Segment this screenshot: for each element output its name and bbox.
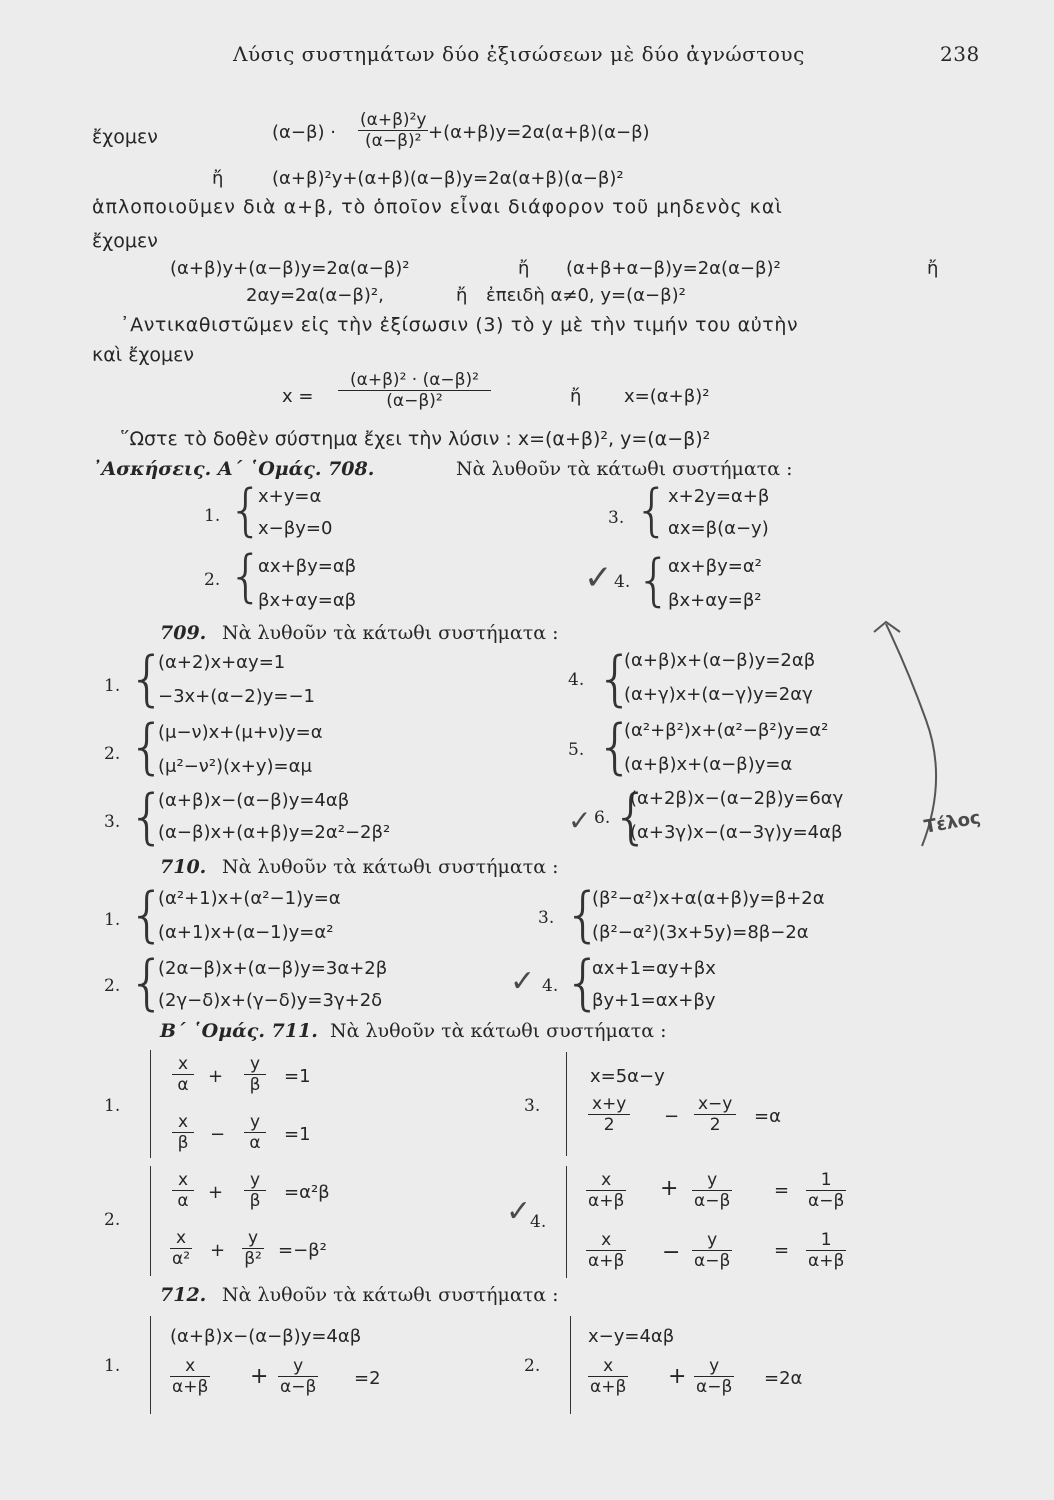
fraction (586, 1170, 626, 1211)
equation: (2α−β)x+(α−β)y=3α+2β (158, 958, 388, 979)
frac-denominator: α (177, 1191, 189, 1211)
frac-denominator: β² (244, 1249, 262, 1269)
eq-fraction (358, 110, 428, 151)
equation: (α+2β)x−(α−2β)y=6αγ (630, 788, 844, 809)
equation: =α²β (284, 1182, 330, 1203)
exercise-heading-label: 710. (160, 856, 207, 878)
operator: = (774, 1180, 790, 1201)
frac-numerator: x (586, 1170, 626, 1191)
or-word: ἤ (927, 258, 939, 279)
frac-denominator: β (249, 1191, 261, 1211)
equation: 2αy=2α(α−β)², (246, 285, 384, 306)
equation: x+y=α (258, 486, 322, 507)
or-word: ἤ (212, 168, 224, 189)
text-line: ἁπλοποιοῦμεν διὰ α+β, τὸ ὁποῖον εἶναι διάφορον τοῦ μηδενὸς καὶ (92, 196, 783, 218)
brace: { (636, 548, 672, 613)
frac-numerator: x−y (694, 1094, 736, 1115)
check-mark: ✓ (584, 558, 613, 598)
frac-numerator: 1 (806, 1170, 846, 1191)
item-number: 6. (594, 808, 611, 828)
equation: (α+γ)x+(α−γ)y=2αγ (624, 684, 813, 705)
frac-denominator: α−β (280, 1377, 317, 1397)
item-number: 3. (608, 508, 625, 528)
brace: { (128, 644, 167, 714)
item-number: 2. (104, 1210, 121, 1230)
equation: (α+2)x+αy=1 (158, 652, 286, 673)
conclusion: ῞Ωστε τὸ δοθὲν σύστημα ἔχει τὴν λύσιν : x=(α+β)², y=(α−β)² (120, 428, 711, 450)
frac-denominator: 2 (603, 1115, 615, 1135)
exercise-heading-label: 712. (160, 1284, 207, 1306)
frac-numerator: y (244, 1170, 266, 1191)
brace: { (596, 712, 635, 782)
item-number: 3. (538, 908, 555, 928)
brace: { (228, 544, 264, 609)
page-number: 238 (940, 42, 980, 66)
exercise-heading-text: Νὰ λυθοῦν τὰ κάτωθι συστήματα : (222, 856, 559, 878)
equation: βy+1=αx+βy (592, 990, 716, 1011)
equation: (α+β)y+(α−β)y=2α(α−β)² (170, 258, 410, 279)
item-number: 5. (568, 740, 585, 760)
frac-denominator: α−β (808, 1191, 845, 1211)
fraction (586, 1230, 626, 1271)
equation: (α+β+α−β)y=2α(α−β)² (566, 258, 781, 279)
equation: x=(α+β)² (624, 386, 710, 407)
text-line: καὶ ἔχομεν (92, 344, 195, 366)
equation: =1 (284, 1124, 311, 1145)
fraction (278, 1356, 318, 1397)
or-word: ἤ (518, 258, 530, 279)
check-mark: ✓ (510, 964, 536, 999)
system-bar (150, 1316, 151, 1414)
brace: { (564, 948, 603, 1018)
system-bar (150, 1050, 151, 1158)
exercise-heading-label: ᾿Ασκήσεις. Α΄ ῾Ομάς. 708. (92, 458, 375, 480)
frac-numerator: x (172, 1112, 194, 1133)
frac-numerator: y (694, 1356, 734, 1377)
frac-numerator: y (244, 1054, 266, 1075)
exercise-heading-text: Νὰ λυθοῦν τὰ κάτωθι συστήματα : (222, 1284, 559, 1306)
item-number: 1. (204, 506, 221, 526)
operator: − (662, 1240, 681, 1265)
equation: αx+βy=αβ (258, 556, 357, 577)
item-number: 3. (104, 812, 121, 832)
frac-numerator: x (170, 1356, 210, 1377)
fraction (694, 1094, 736, 1135)
fraction (244, 1170, 266, 1211)
frac-numerator: 1 (806, 1230, 846, 1251)
fraction (172, 1112, 194, 1153)
fraction (172, 1054, 194, 1095)
text-line: ᾿Αντικαθιστῶμεν εἰς τὴν ἐξίσωσιν (3) τὸ y μὲ τὴν τιμήν του αὐτὴν (120, 314, 799, 336)
frac-numerator: (α+β)² · (α−β)² (338, 370, 491, 391)
frac-denominator: β (249, 1075, 261, 1095)
fraction (588, 1356, 628, 1397)
equation: (α+β)x+(α−β)y=α (624, 754, 793, 775)
system-bar (570, 1316, 571, 1414)
header-title: Λύσις συστημάτων δύο ἐξισώσεων μὲ δύο ἀγνώστους (233, 42, 805, 66)
frac-numerator: x (172, 1054, 194, 1075)
frac-numerator: x (588, 1356, 628, 1377)
fraction (692, 1230, 732, 1271)
brace: { (634, 478, 670, 543)
check-mark: ✓ (506, 1194, 532, 1229)
equation: (α+β)x−(α−β)y=4αβ (158, 790, 350, 811)
fraction (242, 1228, 264, 1269)
or-word: ἤ (570, 386, 582, 407)
fraction (806, 1230, 846, 1271)
frac-denominator: α−β (694, 1191, 731, 1211)
equation: =−β² (278, 1240, 327, 1261)
operator: + (668, 1364, 687, 1389)
exercise-heading-label: 709. (160, 622, 207, 644)
exercise-heading-text: Νὰ λυθοῦν τὰ κάτωθι συστήματα : (330, 1020, 667, 1042)
operator: − (664, 1106, 680, 1127)
x-fraction (338, 370, 491, 411)
brace: { (128, 712, 167, 782)
frac-denominator: α² (172, 1249, 191, 1269)
item-number: 1. (104, 676, 121, 696)
eq-prefix: (α−β) · (272, 122, 336, 143)
brace: { (564, 880, 603, 950)
equation: x+2y=α+β (668, 486, 770, 507)
operator: + (208, 1066, 224, 1087)
frac-numerator: y (692, 1170, 732, 1191)
equation: (α²+β²)x+(α²−β²)y=α² (624, 720, 829, 741)
frac-numerator: y (278, 1356, 318, 1377)
equation: (α²+1)x+(α²−1)y=α (158, 888, 341, 909)
item-number: 3. (524, 1096, 541, 1116)
brace: { (128, 782, 167, 852)
frac-denominator: α (249, 1133, 261, 1153)
equation: (α−β)x+(α+β)y=2α²−2β² (158, 822, 391, 843)
frac-numerator: x+y (588, 1094, 630, 1115)
system-bar (150, 1166, 151, 1276)
equation: ἐπειδὴ α≠0, y=(α−β)² (486, 285, 686, 306)
equation: =2 (354, 1368, 381, 1389)
equation: (β²−α²)(3x+5y)=8β−2α (592, 922, 809, 943)
equation: βx+αy=αβ (258, 590, 357, 611)
equation: =α (754, 1106, 781, 1127)
frac-numerator: (α+β)²y (360, 110, 427, 130)
text-echomen: ἔχομεν (92, 126, 158, 148)
brace: { (128, 948, 167, 1018)
frac-numerator: y (244, 1112, 266, 1133)
equation: (μ²−ν²)(x+y)=αμ (158, 756, 312, 777)
brace: { (128, 880, 167, 950)
frac-numerator: y (242, 1228, 264, 1249)
brace: { (596, 644, 635, 714)
x-lhs: x = (282, 386, 314, 407)
equation: x−βy=0 (258, 518, 333, 539)
text-line: ἔχομεν (92, 230, 158, 252)
eq-suffix: +(α+β)y=2α(α+β)(α−β) (428, 122, 650, 143)
check-mark: ✓ (568, 804, 592, 837)
frac-denominator: (α−β)² (365, 131, 422, 151)
operator: − (210, 1124, 226, 1145)
equation: (α+β)x+(α−β)y=2αβ (624, 650, 816, 671)
exercise-heading-label: Β΄ ῾Ομάς. 711. (160, 1020, 318, 1042)
frac-denominator: α+β (172, 1377, 209, 1397)
frac-numerator: x (586, 1230, 626, 1251)
frac-numerator: x (170, 1228, 192, 1249)
item-number: 2. (104, 744, 121, 764)
frac-denominator: α+β (590, 1377, 627, 1397)
system-bar (566, 1166, 567, 1278)
frac-denominator: α−β (696, 1377, 733, 1397)
fraction (588, 1094, 630, 1135)
equation: αx=β(α−y) (668, 518, 769, 539)
operator: + (660, 1176, 679, 1201)
brace: { (612, 782, 651, 852)
fraction (172, 1170, 194, 1211)
item-number: 1. (104, 1096, 121, 1116)
equation: (β²−α²)x+α(α+β)y=β+2α (592, 888, 825, 909)
frac-denominator: α+β (808, 1251, 845, 1271)
item-number: 2. (204, 570, 221, 590)
operator: + (208, 1182, 224, 1203)
equation: −3x+(α−2)y=−1 (158, 686, 315, 707)
fraction (244, 1054, 266, 1095)
equation: αx+1=αy+βx (592, 958, 716, 979)
fraction (806, 1170, 846, 1211)
frac-denominator: α−β (694, 1251, 731, 1271)
item-number: 1. (104, 1356, 121, 1376)
fraction (692, 1170, 732, 1211)
tenos-note: Τέλος (922, 807, 983, 838)
frac-denominator: α (177, 1075, 189, 1095)
brace: { (228, 478, 264, 543)
operator: + (210, 1240, 226, 1261)
equation: (μ−ν)x+(μ+ν)y=α (158, 722, 323, 743)
equation: x=5α−y (590, 1066, 665, 1087)
system-bar (566, 1052, 567, 1156)
item-number: 2. (524, 1356, 541, 1376)
frac-denominator: α+β (588, 1191, 625, 1211)
exercise-heading-text: Νὰ λυθοῦν τὰ κάτωθι συστήματα : (222, 622, 559, 644)
fraction (170, 1356, 210, 1397)
operator: = (774, 1240, 790, 1261)
equation: (2γ−δ)x+(γ−δ)y=3γ+2δ (158, 990, 383, 1011)
exercise-heading-text: Νὰ λυθοῦν τὰ κάτωθι συστήματα : (456, 458, 793, 480)
fraction (694, 1356, 734, 1397)
operator: + (250, 1364, 269, 1389)
equation: βx+αy=β² (668, 590, 762, 611)
or-word: ἤ (456, 285, 468, 306)
equation: (α+β)x−(α−β)y=4αβ (170, 1326, 362, 1347)
frac-denominator: 2 (709, 1115, 721, 1135)
equation: αx+βy=α² (668, 556, 762, 577)
frac-numerator: x (172, 1170, 194, 1191)
item-number: 2. (104, 976, 121, 996)
equation: (α+β)²y+(α+β)(α−β)y=2α(α+β)(α−β)² (272, 168, 624, 189)
equation: (α+1)x+(α−1)y=α² (158, 922, 334, 943)
equation: (α+3γ)x−(α−3γ)y=4αβ (630, 822, 843, 843)
frac-numerator: y (692, 1230, 732, 1251)
fraction (244, 1112, 266, 1153)
equation: =2α (764, 1368, 803, 1389)
frac-denominator: (α−β)² (386, 391, 443, 411)
item-number: 4. (530, 1212, 547, 1232)
equation: =1 (284, 1066, 311, 1087)
fraction (170, 1228, 192, 1269)
item-number: 4. (568, 670, 585, 690)
frac-denominator: α+β (588, 1251, 625, 1271)
item-number: 4. (614, 572, 631, 592)
item-number: 1. (104, 910, 121, 930)
item-number: 4. (542, 976, 559, 996)
frac-denominator: β (177, 1133, 189, 1153)
equation: x−y=4αβ (588, 1326, 675, 1347)
